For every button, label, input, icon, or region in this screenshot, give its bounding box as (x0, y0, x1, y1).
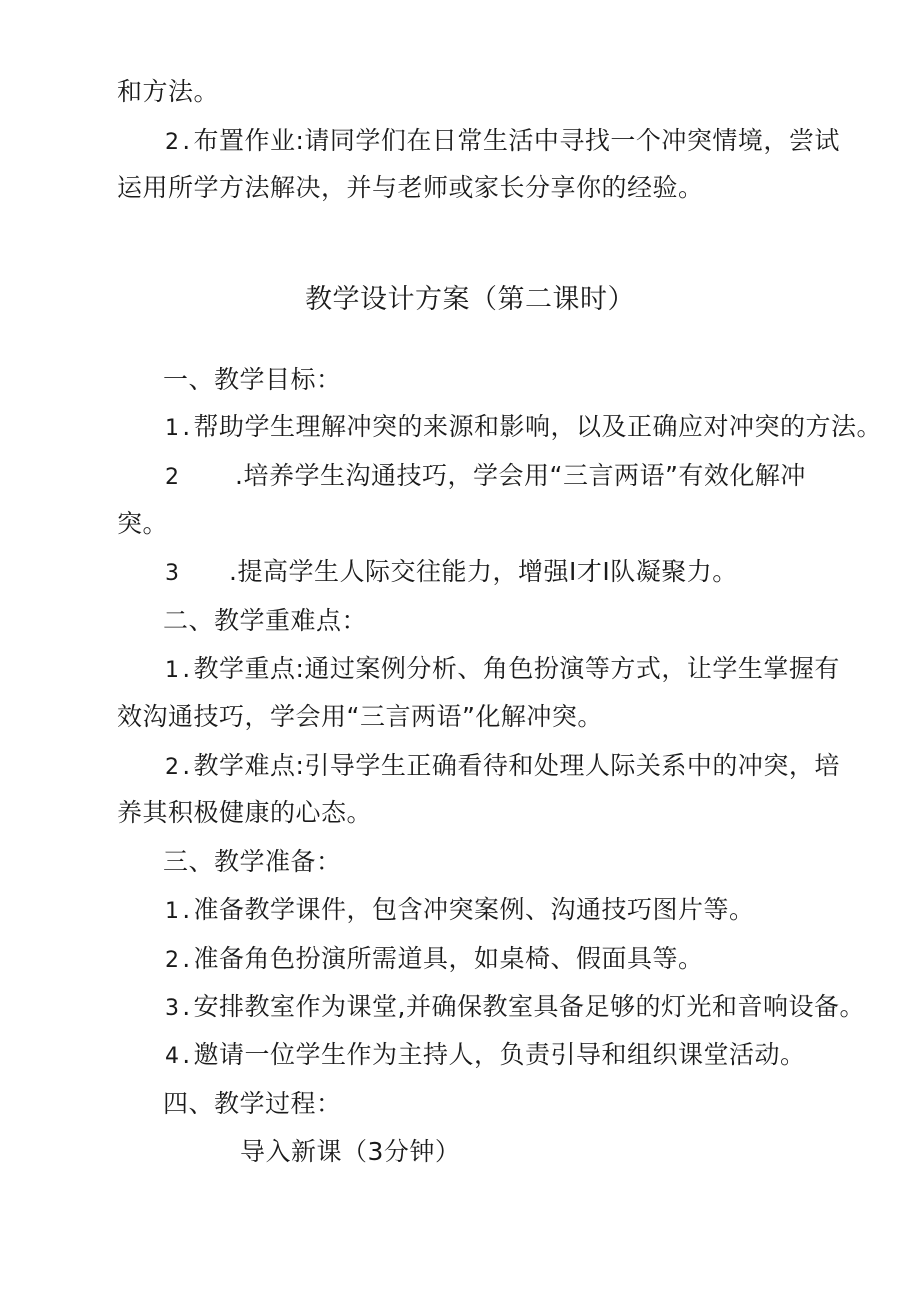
paragraph-continuation (117, 76, 219, 108)
section-heading (163, 364, 342, 396)
paragraph-text: 培养学生沟通技巧，学会用“三言两语”有效化解冲 (243, 461, 806, 490)
item-number: 1 (165, 658, 180, 683)
preparation-item: 4 . 邀请一位学生作为主持人，负责引导和组织课堂活动。 (165, 1039, 806, 1073)
title-text: 教学设计方案（第二课时） (305, 284, 635, 315)
homework-item: 2 . 布置作业:请同学们在日常生活中寻找一个冲突情境，尝试 (165, 125, 840, 159)
paragraph-text: 帮助学生理解冲突的来源和影响，以及正确应对冲突的方法。 (193, 412, 883, 441)
section-heading (163, 1088, 342, 1120)
subsection-heading (240, 1136, 460, 1168)
paragraph-text: 教学难点:引导学生正确看待和处理人际关系中的冲突，培 (193, 751, 840, 780)
objective-item: 1 . 帮助学生理解冲突的来源和影响，以及正确应对冲突的方法。 (165, 411, 882, 445)
section-heading (163, 605, 367, 637)
item-number: 2 (165, 130, 180, 155)
paragraph-continuation (117, 701, 603, 733)
heading-text: 一、教学目标： (163, 365, 342, 394)
item-number: 1 (165, 416, 180, 441)
paragraph-text: 邀请一位学生作为主持人，负责引导和组织课堂活动。 (193, 1040, 806, 1069)
paragraph-text: 准备角色扮演所需道具，如桌椅、假面具等。 (193, 944, 704, 973)
heading-text: 导入新课（3分钟） (240, 1137, 461, 1166)
item-number: 3 (165, 996, 180, 1021)
objective-item: 2 .培养学生沟通技巧，学会用“三言两语”有效化解冲 (165, 460, 806, 494)
paragraph-text: 准备教学课件，包含冲突案例、沟通技巧图片等。 (193, 895, 755, 924)
item-number: 1 (165, 899, 180, 924)
paragraph-continuation (117, 797, 372, 829)
section-title (305, 284, 635, 316)
paragraph-text: 布置作业:请同学们在日常生活中寻找一个冲突情境，尝试 (193, 126, 840, 155)
paragraph-text: 运用所学方法解决，并与老师或家长分享你的经验。 (117, 173, 704, 202)
paragraph-text: 教学重点:通过案例分析、角色扮演等方式，让学生掌握有 (193, 654, 840, 683)
key-point-item: 2 . 教学难点:引导学生正确看待和处理人际关系中的冲突，培 (165, 750, 840, 784)
paragraph-text: 提高学生人际交往能力，增强I才I队凝聚力。 (237, 557, 738, 586)
heading-text: 二、教学重难点： (163, 606, 368, 635)
heading-text: 三、教学准备： (163, 847, 342, 876)
section-heading (163, 846, 342, 878)
paragraph-text: 效沟通技巧，学会用“三言两语”化解冲突。 (117, 702, 603, 731)
heading-text: 四、教学过程： (163, 1089, 342, 1118)
paragraph-text: 和方法。 (117, 77, 220, 106)
item-number: 4 (165, 1044, 180, 1069)
preparation-item: 2 . 准备角色扮演所需道具，如桌椅、假面具等。 (165, 943, 704, 977)
preparation-item: 3 . 安排教室作为课堂,并确保教室具备足够的灯光和音响设备。 (165, 991, 865, 1025)
item-number: 2 (165, 755, 180, 780)
objective-item: 3 .提高学生人际交往能力，增强I才I队凝聚力。 (165, 556, 738, 590)
item-number: 2 (165, 948, 180, 973)
preparation-item: 1 . 准备教学课件，包含冲突案例、沟通技巧图片等。 (165, 894, 755, 928)
paragraph-text: 养其积极健康的心态。 (117, 798, 373, 827)
key-point-item: 1 . 教学重点:通过案例分析、角色扮演等方式，让学生掌握有 (165, 653, 840, 687)
paragraph-continuation (117, 508, 168, 540)
paragraph-text: 安排教室作为课堂,并确保教室具备足够的灯光和音响设备。 (193, 992, 865, 1021)
item-number: 3 (165, 561, 180, 586)
paragraph-text: 突。 (117, 509, 169, 538)
item-number: 2 (165, 465, 180, 490)
paragraph-continuation (117, 172, 704, 204)
